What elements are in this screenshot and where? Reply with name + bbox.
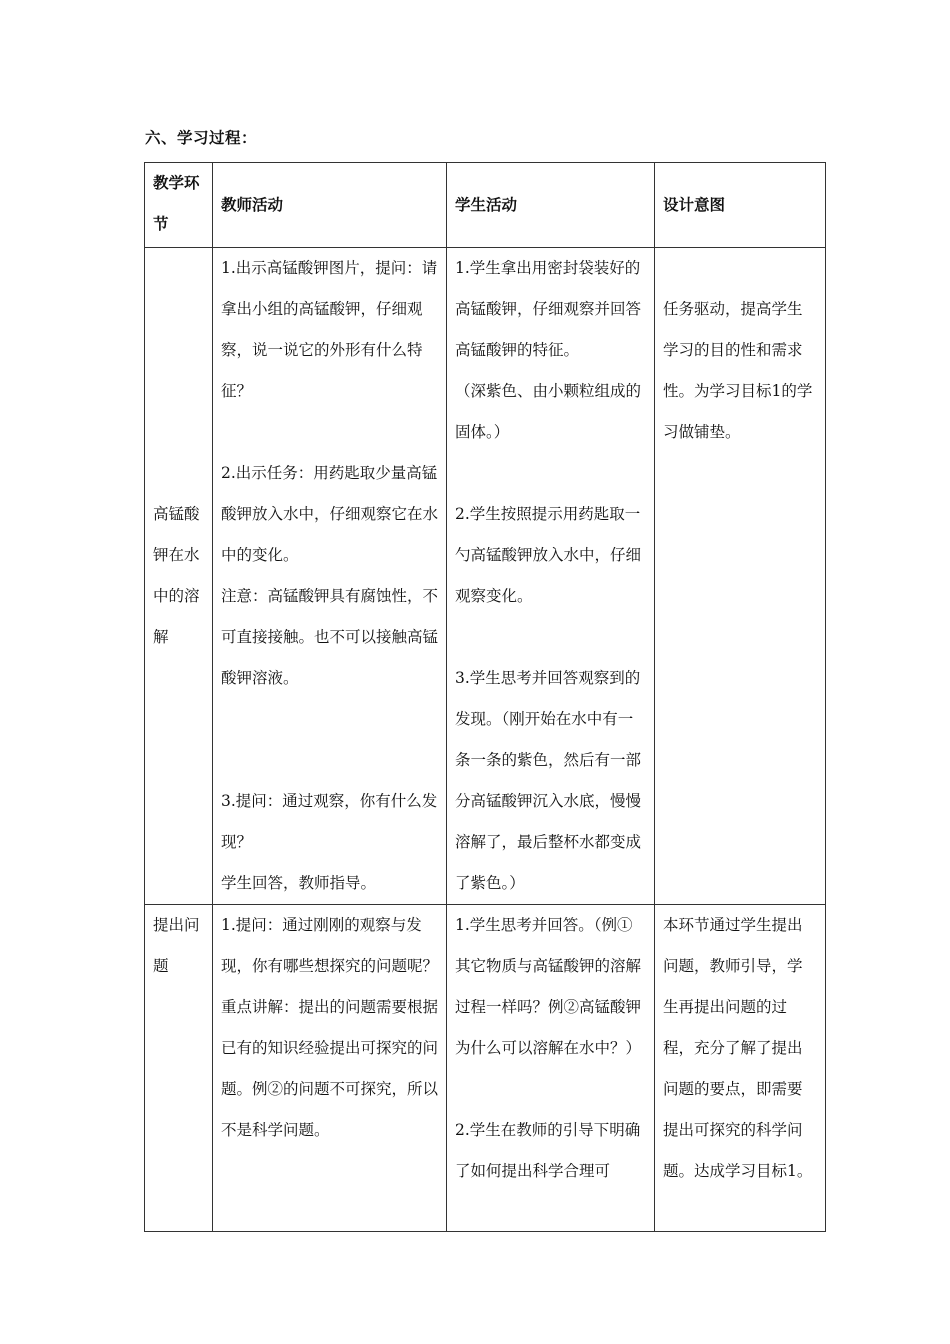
student-p3: 2.学生按照提示用药匙取一勺高锰酸钾放入水中，仔细观察变化。: [455, 505, 642, 605]
stage-cell: [145, 905, 213, 1232]
section-title: 六、学习过程：: [145, 129, 258, 147]
student-activity-cell: [447, 248, 655, 905]
teacher-p2: 2.出示任务：用药匙取少量高锰酸钾放入水中，仔细观察它在水中的变化。: [221, 464, 439, 564]
header-student: 学生活动: [447, 163, 655, 248]
teacher-activity-cell: [213, 248, 447, 905]
intent-text: 任务驱动，提高学生学习的目的性和需求性。为学习目标1的学习做铺垫。: [663, 300, 813, 441]
table-header-row: [145, 163, 826, 248]
header-teacher: 教师活动: [213, 163, 447, 248]
teacher-p3: 注意：高锰酸钾具有腐蚀性，不可直接接触。也不可以接触高锰酸钾溶液。: [221, 587, 439, 687]
table-row: [145, 248, 826, 905]
student-p1: 1.学生拿出用密封袋装好的高锰酸钾，仔细观察并回答高锰酸钾的特征。: [455, 259, 642, 359]
design-intent-cell: [655, 248, 826, 905]
student-p2: 2.学生在教师的引导下明确了如何提出科学合理可: [455, 1121, 641, 1180]
teacher-p2: 重点讲解：提出的问题需要根据已有的知识经验提出可探究的问题。例②的问题不可探究，所以不是科学问题。: [221, 998, 439, 1139]
student-activity-cell: [447, 905, 655, 1232]
stage-cell: [145, 248, 213, 905]
stage-label: 高锰酸钾在水中的溶解: [153, 505, 200, 646]
teacher-activity-cell: [213, 905, 447, 1232]
learning-process-table: [144, 162, 826, 1232]
intent-text: 本环节通过学生提出问题，教师引导，学生再提出问题的过程，充分了解了提出问题的要点，即需要提出可探究的科学问题。达成学习目标1。: [663, 916, 813, 1180]
stage-label: 提出问题: [153, 916, 200, 975]
student-p2: （深紫色、由小颗粒组成的固体。）: [455, 382, 642, 441]
student-p1: 1.学生思考并回答。（例①其它物质与高锰酸钾的溶解过程一样吗？例②高锰酸钾为什么可以溶解在水中？）: [455, 916, 642, 1057]
teacher-p5: 学生回答，教师指导。: [221, 874, 377, 892]
teacher-p1: 1.出示高锰酸钾图片，提问：请拿出小组的高锰酸钾，仔细观察，说一说它的外形有什么特征？: [221, 259, 438, 400]
teacher-p1: 1.提问：通过刚刚的观察与发现，你有哪些想探究的问题呢？: [221, 916, 439, 975]
student-p4: 3.学生思考并回答观察到的发现。（刚开始在水中有一条一条的紫色，然后有一部分高锰酸钾沉入水底，慢慢溶解了，最后整杯水都变成了紫色。）: [455, 669, 642, 892]
header-stage: 教学环节: [145, 163, 213, 248]
header-intent: 设计意图: [655, 163, 826, 248]
table-row: [145, 905, 826, 1232]
design-intent-cell: [655, 905, 826, 1232]
teacher-p4: 3.提问：通过观察，你有什么发现？: [221, 792, 438, 851]
